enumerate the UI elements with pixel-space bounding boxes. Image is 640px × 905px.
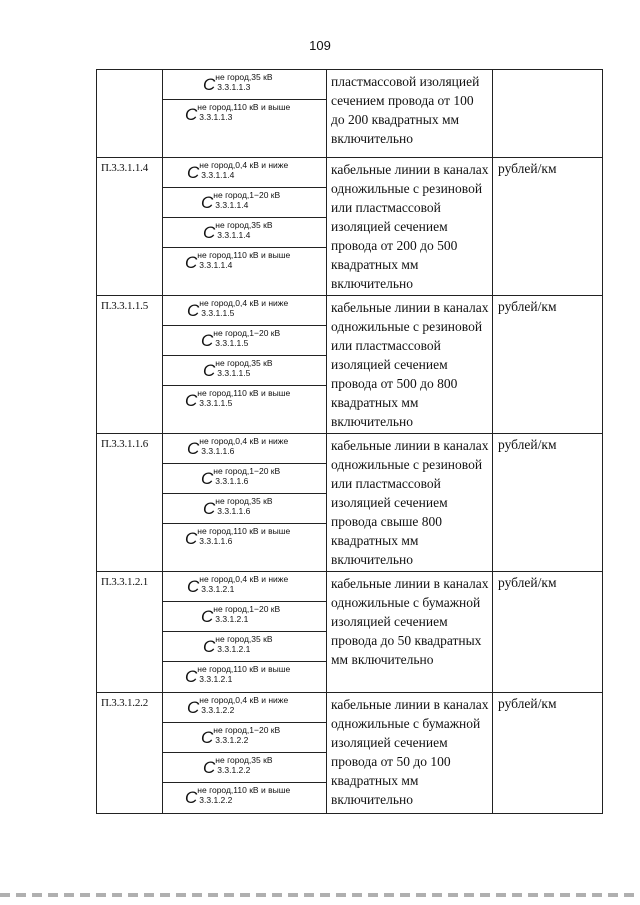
symbol-superscript: не город,0,4 кВ и ниже (199, 574, 289, 584)
symbol-superscript: не город,35 кВ (215, 496, 273, 506)
symbol-subscript: 3.3.1.2.1 (201, 584, 235, 594)
symbol-subscript: 3.3.1.2.2 (201, 705, 235, 715)
symbol-subscript: 3.3.1.1.6 (215, 476, 249, 486)
symbol-letter: C (187, 698, 200, 717)
symbol-letter: C (201, 728, 214, 747)
symbol-letter: C (185, 788, 198, 807)
item-description: кабельные линии в каналах одножильные с резиновой или пластмассовой изоляцией сечением провода от 200 до 500 квадратных мм включительно (327, 158, 493, 296)
tariff-symbol (163, 218, 326, 248)
symbol-subscript: 3.3.1.1.4 (217, 230, 251, 240)
symbol-subscript: 3.3.1.1.6 (201, 446, 235, 456)
symbol-superscript: не город,35 кВ (215, 358, 273, 368)
symbol-superscript: не город,110 кВ и выше (197, 102, 291, 112)
symbol-superscript: не город,110 кВ и выше (197, 388, 291, 398)
tariff-symbol (163, 326, 326, 356)
symbol-superscript: не город,110 кВ и выше (197, 250, 291, 260)
symbol-superscript: не город,35 кВ (215, 755, 273, 765)
tariff-symbol (163, 70, 326, 100)
symbol-subscript: 3.3.1.1.6 (199, 536, 233, 546)
tariff-symbol (163, 783, 326, 813)
symbol-subscript: 3.3.1.1.3 (199, 112, 233, 122)
tariff-symbol (163, 434, 326, 464)
symbol-superscript: не город,0,4 кВ и ниже (199, 298, 289, 308)
tariff-symbol (163, 188, 326, 218)
symbol-superscript: не город,1−20 кВ (213, 466, 281, 476)
symbol-letter: C (203, 499, 216, 518)
symbol-subscript: 3.3.1.2.2 (215, 735, 249, 745)
symbol-letter: C (187, 577, 200, 596)
symbol-letter: C (185, 529, 198, 548)
item-code: П.3.3.1.1.6 (97, 434, 163, 572)
symbol-superscript: не город,1−20 кВ (213, 190, 281, 200)
symbol-subscript: 3.3.1.2.1 (215, 614, 249, 624)
item-description: кабельные линии в каналах одножильные с резиновой или пластмассовой изоляцией сечением провода от 500 до 800 квадратных мм включительно (327, 296, 493, 434)
item-description: пластмассовой изоляцией сечением провода от 100 до 200 квадратных мм включительно (327, 70, 493, 158)
symbol-letter: C (185, 667, 198, 686)
tariff-table (96, 69, 603, 814)
table-row (97, 296, 603, 434)
unit-of-measure: рублей/км (493, 434, 603, 572)
symbol-letter: C (185, 105, 198, 124)
symbol-subscript: 3.3.1.1.6 (217, 506, 251, 516)
table-row (97, 158, 603, 296)
table-row (97, 434, 603, 572)
tariff-symbol (163, 386, 326, 428)
item-code: П.3.3.1.1.5 (97, 296, 163, 434)
tariff-symbol (163, 753, 326, 783)
symbol-cell-group (163, 70, 327, 158)
symbol-superscript: не город,35 кВ (215, 634, 273, 644)
symbol-letter: C (187, 163, 200, 182)
symbol-subscript: 3.3.1.2.2 (217, 765, 251, 775)
symbol-superscript: не город,35 кВ (215, 72, 273, 82)
item-description: кабельные линии в каналах одножильные с бумажной изоляцией сечением провода от 50 до 100 квадратных мм включительно (327, 693, 493, 814)
item-code: П.3.3.1.2.1 (97, 572, 163, 693)
tariff-symbol (163, 602, 326, 632)
symbol-superscript: не город,0,4 кВ и ниже (199, 436, 289, 446)
symbol-subscript: 3.3.1.1.5 (201, 308, 235, 318)
symbol-cell-group (163, 434, 327, 572)
page-number: 109 (309, 38, 331, 53)
symbol-letter: C (203, 75, 216, 94)
symbol-letter: C (187, 301, 200, 320)
symbol-subscript: 3.3.1.1.5 (199, 398, 233, 408)
symbol-cell-group (163, 296, 327, 434)
symbol-subscript: 3.3.1.1.4 (215, 200, 249, 210)
scan-edge-artifact (0, 893, 640, 897)
table-row (97, 693, 603, 814)
tariff-symbol (163, 723, 326, 753)
symbol-superscript: не город,35 кВ (215, 220, 273, 230)
symbol-subscript: 3.3.1.1.3 (217, 82, 251, 92)
symbol-superscript: не город,0,4 кВ и ниже (199, 160, 289, 170)
tariff-symbol (163, 356, 326, 386)
unit-of-measure (493, 70, 603, 158)
symbol-superscript: не город,1−20 кВ (213, 328, 281, 338)
unit-of-measure: рублей/км (493, 296, 603, 434)
symbol-subscript: 3.3.1.1.5 (217, 368, 251, 378)
symbol-letter: C (185, 391, 198, 410)
tariff-symbol (163, 693, 326, 723)
tariff-symbol (163, 572, 326, 602)
symbol-letter: C (203, 361, 216, 380)
symbol-letter: C (187, 439, 200, 458)
symbol-superscript: не город,110 кВ и выше (197, 526, 291, 536)
tariff-symbol (163, 296, 326, 326)
symbol-cell-group (163, 158, 327, 296)
symbol-letter: C (203, 223, 216, 242)
item-code (97, 70, 163, 158)
unit-of-measure: рублей/км (493, 572, 603, 693)
symbol-subscript: 3.3.1.1.4 (199, 260, 233, 270)
tariff-symbol (163, 100, 326, 130)
table-row (97, 572, 603, 693)
tariff-symbol (163, 494, 326, 524)
item-description: кабельные линии в каналах одножильные с резиновой или пластмассовой изоляцией сечением провода свыше 800 квадратных мм включительно (327, 434, 493, 572)
symbol-subscript: 3.3.1.1.5 (215, 338, 249, 348)
symbol-subscript: 3.3.1.2.2 (199, 795, 233, 805)
symbol-letter: C (201, 193, 214, 212)
symbol-superscript: не город,1−20 кВ (213, 604, 281, 614)
item-description: кабельные линии в каналах одножильные с бумажной изоляцией сечением провода до 50 квадратных мм включительно (327, 572, 493, 693)
symbol-cell-group (163, 693, 327, 814)
tariff-symbol (163, 662, 326, 692)
symbol-subscript: 3.3.1.2.1 (199, 674, 233, 684)
tariff-symbol (163, 632, 326, 662)
item-code: П.3.3.1.1.4 (97, 158, 163, 296)
symbol-subscript: 3.3.1.2.1 (217, 644, 251, 654)
tariff-symbol (163, 524, 326, 566)
symbol-letter: C (203, 637, 216, 656)
symbol-superscript: не город,110 кВ и выше (197, 785, 291, 795)
symbol-subscript: 3.3.1.1.4 (201, 170, 235, 180)
symbol-cell-group (163, 572, 327, 693)
symbol-letter: C (185, 253, 198, 272)
item-code: П.3.3.1.2.2 (97, 693, 163, 814)
symbol-superscript: не город,1−20 кВ (213, 725, 281, 735)
symbol-letter: C (201, 469, 214, 488)
symbol-letter: C (201, 607, 214, 626)
tariff-symbol (163, 158, 326, 188)
unit-of-measure: рублей/км (493, 693, 603, 814)
tariff-symbol (163, 248, 326, 290)
table-row (97, 70, 603, 158)
symbol-letter: C (201, 331, 214, 350)
symbol-superscript: не город,0,4 кВ и ниже (199, 695, 289, 705)
tariff-symbol (163, 464, 326, 494)
symbol-superscript: не город,110 кВ и выше (197, 664, 291, 674)
symbol-letter: C (203, 758, 216, 777)
unit-of-measure: рублей/км (493, 158, 603, 296)
